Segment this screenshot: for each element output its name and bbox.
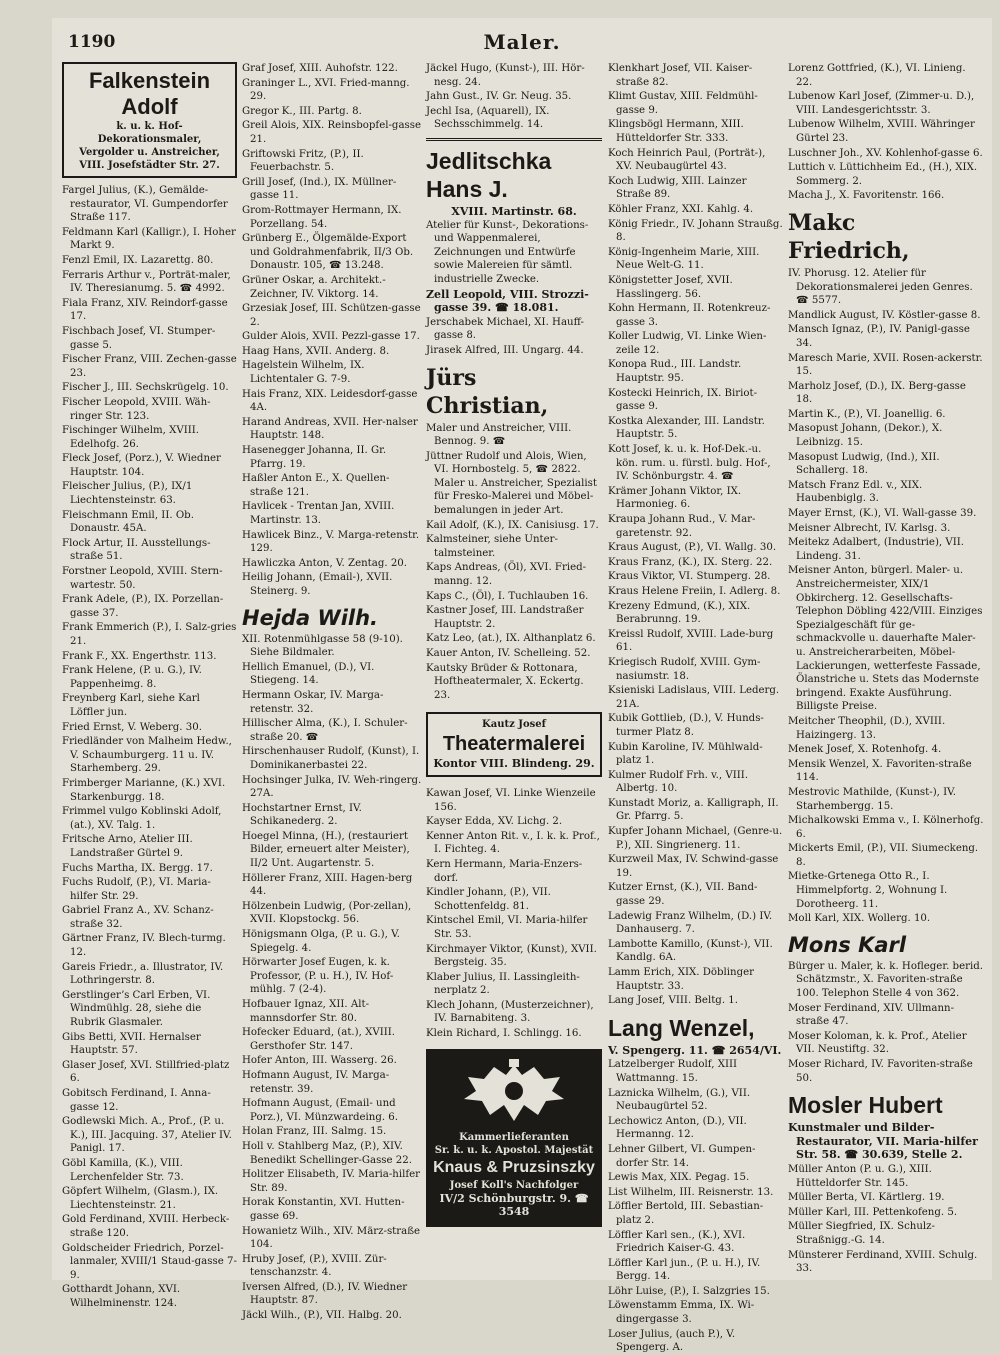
directory-entry: Münsterer Ferdinand, XVIII. Schulg. 33. xyxy=(788,1249,978,1275)
directory-entry: Kriegisch Rudolf, XVIII. Gym-nasiumstr. 18. xyxy=(608,656,761,682)
directory-entry: Frimmel vulgo Koblinski Adolf, (at.), XV. Talg. 1. xyxy=(62,806,222,831)
directory-entry: Frimberger Marianne, (K.) XVI. Starkenburgg. 18. xyxy=(62,777,226,803)
directory-entry: Gibs Betti, XVII. Hernalser Hauptstr. 57. xyxy=(62,1031,201,1057)
directory-entry: Fritsche Arno, Atelier III. Landstraßer Gürtel 9. xyxy=(62,834,193,859)
directory-entry: Hellich Emanuel, (D.), VI. Stiegeng. 14. xyxy=(242,661,375,687)
divider xyxy=(426,138,602,141)
directory-entry: Fischer Leopold, XVIII. Wäh-ringer Str. 123. xyxy=(62,396,211,422)
ad-jedlitschka-desc: Atelier für Kunst-, Dekorations- und Wappenmalerei, Zeichnungen und Entwürfe sowie Malereien für sämtl. industrielle Zwecke. xyxy=(426,219,589,285)
directory-entry: Hais Franz, XIX. Leidesdorf-gasse 4A. xyxy=(242,388,418,414)
directory-entry: Mansch Ignaz, (P.), IV. Panigl-gasse 34. xyxy=(788,324,970,349)
directory-entry: Göpfert Wilhelm, (Glasm.), IX. Liechtensteinstr. 21. xyxy=(62,1186,219,1211)
ad-jedlitschka-title: Jedlitschka Hans J. xyxy=(426,147,552,202)
directory-entry: Kenner Anton Rit. v., I. k. k. Prof., I. Fichteg. 4. xyxy=(426,830,600,856)
directory-entry: Hermann Oskar, IV. Marga-retenstr. 32. xyxy=(242,689,384,715)
ad-zell: Zell Leopold, VIII. Strozzi-gasse 39. ☎ 18.081. xyxy=(426,287,589,315)
directory-entry: Kott Josef, k. u. k. Hof-Dek.-u. kön. rum. u. fürstl. bulg. Hof-, IV. Schönburgstr. 4. ☎ xyxy=(608,444,771,483)
directory-entry: Friedländer von Malheim Hedw., V. Schaumburgerg. 11 u. IV. Starhemberg. 29. xyxy=(62,736,232,775)
ad-line: k. u. k. Hof- xyxy=(116,121,183,132)
directory-entry: Hirschenhauser Rudolf, (Kunst), I. Dominikanerbastei 22. xyxy=(242,746,420,771)
directory-entry: Klenkhart Josef, VII. Kaiser-straße 82. xyxy=(608,63,753,88)
directory-entry: Ferraris Arthur v., Porträt-maler, IV. Theresianumg. 5. ☎ 4992. xyxy=(62,269,231,295)
directory-entry: Gulder Alois, XVII. Pezzl-gasse 17. xyxy=(242,331,420,343)
directory-entry: Hawlicek Binz., V. Marga-retenstr. 129. xyxy=(242,529,420,555)
directory-entry: Kulmer Rudolf Frh. v., VIII. Albertg. 10. xyxy=(608,769,749,795)
directory-entry: Meisner Anton, bürgerl. Maler- u. Anstreichermeister, XIX/1 Obkircherg. 12. Gesellschafts-Telephon Döbling 422/VIII. Einziges Spezialgeschäft für ge-schmackvolle u. dauerhafte Maler- u. Anstreicherarbeiten, Möbel-Lackierungen, wetterfeste Fassade, Ölanstriche u. Stets das Modernste bringend. Exakte Ausführung. Billigste Preise. xyxy=(788,565,983,713)
directory-entry: Latzelberger Rudolf, XIII Wattmanng. 15. xyxy=(608,1059,738,1084)
directory-entry: Jirasek Alfred, III. Ungarg. 44. xyxy=(426,344,584,356)
directory-entry: Köhler Franz, XXI. Kahlg. 4. xyxy=(608,203,754,215)
directory-entry: Mayer Ernst, (K.), VI. Wall-gasse 39. xyxy=(788,508,977,520)
directory-entry: Frank Helene, (P. u. G.), IV. Pappenheimg. 8. xyxy=(62,665,202,690)
directory-entry: Fischer Franz, VIII. Zechen-gasse 23. xyxy=(62,354,237,379)
directory-entry: Godlewski Mich. A., Prof., (P. u. K.), III. Jacquing. 37, Atelier IV. Panigl. 17. xyxy=(62,1116,232,1155)
column-3 xyxy=(426,62,602,1274)
entry-list xyxy=(426,316,602,358)
directory-entry: Luttich v. Lüttichheim Ed., (H.), XIX. Sommerg. 2. xyxy=(788,162,978,187)
directory-entry: König Friedr., IV. Johann Straußg. 8. xyxy=(608,218,783,244)
directory-entry: Koch Heinrich Paul, (Porträt-), XV. Neubaugürtel 43. xyxy=(608,147,766,173)
directory-entry: Gregor K., III. Partg. 8. xyxy=(242,105,362,117)
directory-entry: Meitekz Adalbert, (Industrie), VII. Lindeng. 31. xyxy=(788,537,965,562)
entry-list xyxy=(788,1163,984,1276)
directory-entry: Graf Josef, XIII. Auhofstr. 122. xyxy=(242,63,398,74)
directory-entry: Hruby Josef, (P.), XVIII. Zür-tenschanzstr. 4. xyxy=(242,1253,387,1279)
directory-entry: Klein Richard, I. Schlingg. 16. xyxy=(426,1028,582,1040)
page-header xyxy=(52,18,992,52)
ad-mosler-title: Mosler Hubert xyxy=(788,1092,943,1119)
directory-entry: Graninger L., XVI. Fried-manng. 29. xyxy=(242,77,410,103)
directory-entry: Gotthardt Johann, XVI. Wilhelminenstr. 124. xyxy=(62,1284,181,1309)
directory-entry: Hofecker Eduard, (at.), XVIII. Gersthofer Str. 147. xyxy=(242,1027,396,1052)
directory-entry: Mietke-Grtenega Otto R., I. Himmelpfortg. 2, Wohnung I. Dorotheerg. 11. xyxy=(788,871,948,910)
directory-entry: Lambotte Kamillo, (Kunst-), VII. Kandlg. 6A. xyxy=(608,938,773,964)
directory-entry: Kayser Edda, XV. Lichg. 2. xyxy=(426,816,563,828)
ad-kautz xyxy=(426,712,602,777)
directory-entry: Kraus Helene Freiin, I. Adlerg. 8. xyxy=(608,585,781,597)
directory-entry: Kaps C., (Öl), I. Tuchlauben 16. xyxy=(426,590,589,602)
directory-entry: Mickerts Emil, (P.), VII. Siumeckeng. 8. xyxy=(788,843,979,868)
column-4 xyxy=(608,62,784,1354)
directory-entry: Holl v. Stahlberg Maz, (P.), XIV. Benedikt Schellinger-Gasse 22. xyxy=(242,1140,413,1166)
directory-entry: Lamm Erich, XIX. Döblinger Hauptstr. 33. xyxy=(608,967,755,992)
directory-entry: Kastner Josef, III. Landstraßer Hauptstr. 2. xyxy=(426,605,584,630)
directory-entry: Kraus August, (P.), VI. Wallg. 30. xyxy=(608,542,777,554)
directory-entry: Gabriel Franz A., XV. Schanz-straße 32. xyxy=(62,905,214,930)
directory-entry: Grom-Rottmayer Hermann, IX. Porzellang. 54. xyxy=(242,204,402,230)
directory-entry: Fuchs Martha, IX. Bergg. 17. xyxy=(62,862,213,874)
directory-entry: Jechl Isa, (Aquarell), IX. Sechsschimmelg. 14. xyxy=(426,105,550,131)
directory-entry: Kreissl Rudolf, XVIII. Lade-burg 61. xyxy=(608,628,774,654)
directory-entry: Kupfer Johann Michael, (Genre-u. P.), XII. Singrienerg. 11. xyxy=(608,826,783,851)
directory-entry: Fenzl Emil, IX. Lazarettg. 80. xyxy=(62,254,214,266)
directory-entry: List Wilhelm, III. Reisnerstr. 13. xyxy=(608,1186,774,1198)
directory-entry: Laznicka Wilhelm, (G.), VII. Neubaugürtel 52. xyxy=(608,1087,751,1113)
directory-entry: Grünberg E., Ölgemälde-Export und Goldrahmenfabrik, II/3 Ob. Donaustr. 105, ☎ 13.248. xyxy=(242,233,414,272)
ad-title: Falkenstein Adolf xyxy=(88,68,211,119)
directory-entry: Löffler Karl jun., (P. u. H.), IV. Bergg. 14. xyxy=(608,1257,761,1283)
ad-knaus-address: IV/2 Schönburgstr. 9. ☎ 3548 xyxy=(439,1191,589,1219)
directory-entry: Krämer Johann Viktor, IX. Harmonieg. 6. xyxy=(608,485,742,511)
entry-list xyxy=(788,62,984,203)
directory-entry: Koch Ludwig, XIII. Lainzer Straße 89. xyxy=(608,175,747,201)
directory-entry: Forstner Leopold, XVIII. Stern-wartestr. 50. xyxy=(62,566,223,591)
directory-entry: Ladewig Franz Wilhelm, (D.) IV. Danhauserg. 7. xyxy=(608,910,773,936)
directory-entry: Maresch Marie, XVII. Rosen-ackerstr. 15. xyxy=(788,352,983,378)
directory-entry: Gerstlingerʼs Carl Erben, VI. Windmühlg. 28, siehe die Rubrik Glasmaler. xyxy=(62,989,211,1029)
ad-falkenstein xyxy=(62,62,237,178)
directory-entry: Fleck Josef, (Porz.), V. Wiedner Hauptstr. 104. xyxy=(62,453,221,478)
ad-makc-desc: IV. Phorusg. 12. Atelier für Dekorationsmalerei jeden Genres. ☎ 5577. xyxy=(788,267,973,307)
directory-entry: Michalkowski Emma v., I. Kölnerhofg. 6. xyxy=(788,815,984,840)
directory-entry: Iversen Alfred, (D.), IV. Wiedner Hauptstr. 87. xyxy=(242,1281,408,1307)
directory-entry: Müller Berta, VI. Kärtlerg. 19. xyxy=(788,1192,945,1204)
page-number: 1190 xyxy=(68,32,116,52)
column-1 xyxy=(62,62,237,1309)
directory-entry: Müller Siegfried, IX. Schulz-Straßnigg.-G. 14. xyxy=(788,1221,935,1246)
ad-lang-title: Lang Wenzel, xyxy=(608,1014,755,1041)
directory-entry: Hörwarter Josef Eugen, k. k. Professor, (P. u. H.), IV. Hof-mühlg. 7 (2-4). xyxy=(242,957,394,996)
entry-list xyxy=(608,1058,784,1354)
directory-entry: Jahn Gust., IV. Gr. Neug. 35. xyxy=(426,91,572,103)
directory-entry: Moser Richard, IV. Favoriten-straße 50. xyxy=(788,1059,973,1084)
directory-entry: Jäckl Wilh., (P.), VII. Halbg. 20. xyxy=(242,1310,402,1322)
entry-list xyxy=(426,787,602,1041)
directory-entry: Glaser Josef, XVI. Stillfried-platz 6. xyxy=(62,1059,230,1085)
directory-entry: Klingsbögl Hermann, XIII. Hütteldorfer Str. 333. xyxy=(608,119,744,144)
directory-entry: Kintschel Emil, VI. Maria-hilfer Str. 53. xyxy=(426,915,588,940)
directory-entry: Lehner Gilbert, VI. Gumpen-dorfer Str. 14. xyxy=(608,1143,756,1169)
directory-entry: Kawan Josef, VI. Linke Wienzeile 156. xyxy=(426,787,596,813)
directory-entry: Lewis Max, XIX. Pegag. 15. xyxy=(608,1172,750,1184)
directory-entry: Jüttner Rudolf und Alois, Wien, VI. Hornbostelg. 5, ☎ 2822. Maler u. Anstreicher, Spezialist für Fresko-Malerei und Möbel-bemalungen in jeder Art. xyxy=(426,450,597,517)
directory-entry: Kautsky Brüder & Rottonara, Hoftheatermaler, X. Eckertg. 23. xyxy=(426,662,584,701)
directory-entry: Haag Hans, XVII. Anderg. 8. xyxy=(242,345,390,357)
directory-entry: Königstetter Josef, XVII. Hasslingerg. 56. xyxy=(608,274,733,300)
directory-entry: Hofmann August, (Email- und Porz.), VI. Münzwardeing. 6. xyxy=(242,1098,399,1123)
directory-entry: Hochstartner Ernst, IV. Schikanederg. 2. xyxy=(242,802,362,828)
directory-entry: Hofbauer Ignaz, XII. Alt-mannsdorfer Str. 80. xyxy=(242,999,370,1024)
directory-entry: Krezeny Edmund, (K.), XIX. Berabrunng. 19. xyxy=(608,600,751,626)
page-title: Maler. xyxy=(483,30,561,54)
directory-entry: Heilig Johann, (Email-), XVII. Steinerg. 9. xyxy=(242,572,393,597)
directory-entry: Moll Karl, XIX. Wollerg. 10. xyxy=(788,913,931,925)
entry-list xyxy=(242,62,422,599)
directory-entry: Klech Johann, (Musterzeichner), IV. Barnabiteng. 3. xyxy=(426,999,594,1025)
directory-entry: Müller Karl, III. Pettenkofeng. 5. xyxy=(788,1206,958,1218)
directory-entry: Löffler Karl sen., (K.), XVI. Friedrich Kaiser-G. 43. xyxy=(608,1229,746,1255)
directory-entry: Macha J., X. Favoritenstr. 166. xyxy=(788,190,945,202)
directory-entry: Loser Julius, (auch P.), V. Spengerg. A. xyxy=(608,1328,736,1354)
directory-entry: Luschner Joh., XV. Kohlenhof-gasse 6. xyxy=(788,147,983,159)
directory-entry: Harand Andreas, XVII. Her-nalser Hauptstr. 148. xyxy=(242,416,418,442)
entry-list xyxy=(788,1002,984,1086)
ad-line: Vergolder u. Anstreicher, xyxy=(79,147,220,158)
directory-entry: Flock Artur, II. Ausstellungs-straße 51. xyxy=(62,537,211,563)
directory-entry: Koller Ludwig, VI. Linke Wien-zeile 12. xyxy=(608,331,767,356)
directory-entry: Fischbach Josef, VI. Stumper-gasse 5. xyxy=(62,325,216,351)
directory-entry: Jäckel Hugo, (Kunst-), III. Hör-nesg. 24. xyxy=(426,63,585,88)
directory-entry: Matsch Franz Edl. v., XIX. Haubenbiglg. 3. xyxy=(788,479,923,505)
directory-entry: Mandlick August, IV. Köstler-gasse 8. xyxy=(788,309,981,321)
entry-list xyxy=(242,661,422,1323)
directory-entry: Gobitsch Ferdinand, I. Anna-gasse 12. xyxy=(62,1088,211,1113)
ad-jedlitschka-address: XVIII. Martinstr. 68. xyxy=(451,204,577,218)
directory-entry: Mestrovic Mathilde, (Kunst-), IV. Starhembergg. 15. xyxy=(788,786,956,812)
directory-entry: Kindler Johann, (P.), VII. Schottenfeldg. 81. xyxy=(426,887,551,912)
entry-list xyxy=(426,450,602,703)
directory-entry: Klaber Julius, II. Lassingleith-nerplatz 2. xyxy=(426,971,580,997)
directory-entry: Kern Hermann, Maria-Enzers-dorf. xyxy=(426,858,583,884)
directory-entry: Gareis Friedr., a. Illustrator, IV. Lothringerstr. 8. xyxy=(62,961,224,987)
directory-entry: Fleischer Julius, (P.), IX/1 Liechtensteinstr. 63. xyxy=(62,481,193,507)
directory-entry: Lorenz Gottfried, (K.), VI. Linieng. 22. xyxy=(788,63,966,88)
directory-entry: Masopust Johann, (Dekor.), X. Leibnizg. 15. xyxy=(788,423,943,449)
directory-entry: Havlicek - Trentan Jan, XVIII. Martinstr. 13. xyxy=(242,501,395,526)
ad-kautz-title: Theatermalerei xyxy=(442,733,586,756)
directory-entry: Lechowicz Anton, (D.), VII. Hermanng. 12. xyxy=(608,1115,747,1141)
directory-entry: Gärtner Franz, IV. Blech-turmg. 12. xyxy=(62,933,226,959)
eagle-emblem-icon xyxy=(454,1057,574,1127)
directory-entry: Kraus Viktor, VI. Stumperg. 28. xyxy=(608,571,771,583)
directory-entry: Marholz Josef, (D.), IX. Berg-gasse 18. xyxy=(788,380,966,406)
ad-makc-title: Makc Friedrich, xyxy=(788,209,910,264)
directory-entry: Meitcher Theophil, (D.), XVIII. Haizingerg. 13. xyxy=(788,715,946,741)
directory-entry: Kubin Karoline, IV. Mühlwald-platz 1. xyxy=(608,741,763,767)
directory-entry: Moser Koloman, k. k. Prof., Atelier VII. Neustiftg. 32. xyxy=(788,1030,967,1056)
directory-entry: Greil Alois, XIX. Reinsbopfel-gasse 21. xyxy=(242,120,422,145)
ad-knaus-title: Knaus & Pruzsinszky xyxy=(433,1158,595,1176)
directory-entry: Frank F., XX. Engerthstr. 113. xyxy=(62,650,217,662)
directory-entry: Holan Franz, III. Salmg. 15. xyxy=(242,1126,387,1138)
directory-entry: Kunstadt Moriz, a. Kalligraph, II. Gr. Pfarrg. 5. xyxy=(608,797,779,823)
directory-page xyxy=(52,18,992,1354)
directory-entry: König-Ingenheim Marie, XIII. Neue Welt-G. 11. xyxy=(608,246,760,272)
directory-entry: Lubenow Wilhelm, XVIII. Währinger Gürtel 23. xyxy=(788,119,975,144)
directory-entry: Kubik Gottlieb, (D.), V. Hunds-turmer Platz 8. xyxy=(608,713,764,738)
directory-entry: Kail Adolf, (K.), IX. Canisiusg. 17. xyxy=(426,519,599,531)
directory-entry: Fargel Julius, (K.), Gemälde-restaurator, VI. Gumpendorfer Straße 117. xyxy=(62,185,228,224)
directory-entry: Katz Leo, (at.), IX. Althanplatz 6. xyxy=(426,633,596,645)
directory-entry: Müller Anton (P. u. G.), XIII. Hütteldorfer Str. 145. xyxy=(788,1163,932,1189)
directory-entry: Höllerer Franz, XIII. Hagen-berg 44. xyxy=(242,872,413,898)
ad-mosler-desc: Kunstmaler und Bilder-Restaurator, VII. Maria-hilfer Str. 58. ☎ 30.639, Stelle 2. xyxy=(788,1121,978,1162)
directory-entry: Howanietz Wilh., XIV. März-straße 104. xyxy=(242,1225,421,1251)
entry-list xyxy=(788,309,984,926)
directory-entry: Hölzenbein Ludwig, (Por-zellan), XVII. Klopstockg. 56. xyxy=(242,900,412,926)
directory-entry: Hagelstein Wilhelm, IX. Lichtentaler G. 7-9. xyxy=(242,360,365,386)
ad-line: VIII. Josefstädter Str. 27. xyxy=(79,160,220,171)
entry-list xyxy=(426,62,602,132)
directory-entry: Frank Emmerich (P.), I. Salz-gries 21. xyxy=(62,622,237,647)
directory-entry: Kaps Andreas, (Öl), XVI. Fried-manng. 12. xyxy=(426,562,587,588)
directory-entry: Hasenegger Johanna, II. Gr. Pfarrg. 19. xyxy=(242,445,387,470)
directory-entry: Griftowski Fritz, (P.), II. Feuerbachstr. 5. xyxy=(242,148,364,174)
ad-knaus-line2: Sr. k. u. k. Apostol. Majestät xyxy=(434,1144,594,1156)
directory-entry: Horak Konstantin, XVI. Hutten-gasse 69. xyxy=(242,1197,405,1222)
directory-entry: Fischer J., III. Sechskrügelg. 10. xyxy=(62,382,229,394)
directory-entry: Löhr Luise, (P.), I. Salzgries 15. xyxy=(608,1285,770,1297)
directory-entry: Fiala Franz, XIV. Reindorf-gasse 17. xyxy=(62,297,228,323)
directory-entry: Hawliczka Anton, V. Zentag. 20. xyxy=(242,557,408,569)
directory-entry: Kraupa Johann Rud., V. Mar-garetenstr. 92. xyxy=(608,514,756,539)
directory-entry: Holitzer Elisabeth, IV. Maria-hilfer Str. 89. xyxy=(242,1169,421,1194)
directory-entry: Klimt Gustav, XIII. Feldmühl-gasse 9. xyxy=(608,91,758,116)
ad-mons-title: Mons Karl xyxy=(788,932,907,957)
directory-entry: Jerschabek Michael, XI. Hauff-gasse 8. xyxy=(426,316,584,342)
directory-entry: Lang Josef, VIII. Beltg. 1. xyxy=(608,995,739,1007)
directory-entry: Fleischmann Emil, II. Ob. Donaustr. 45A. xyxy=(62,509,194,535)
column-5 xyxy=(788,62,984,1274)
directory-entry: Kauer Anton, IV. Schelleing. 52. xyxy=(426,648,591,659)
directory-entry: Frank Adele, (P.), IX. Porzellan-gasse 37. xyxy=(62,594,224,619)
directory-entry: Löffler Bertold, III. Sebastian-platz 2. xyxy=(608,1201,764,1226)
directory-entry: Hönigsmann Olga, (P. u. G.), V. Spiegelg. 4. xyxy=(242,929,400,954)
entry-list xyxy=(62,184,237,1311)
directory-entry: Meisner Albrecht, IV. Karlsg. 3. xyxy=(788,522,951,534)
directory-entry: Gold Ferdinand, XVIII. Herbeck-straße 120. xyxy=(62,1214,230,1239)
directory-entry: Freynberg Karl, siehe Karl Löffler jun. xyxy=(62,693,200,718)
ad-hejda-address: XII. Rotenmühlgasse 58 (9-10). Siehe Bildmaler. xyxy=(242,633,403,659)
directory-entry: Masopust Ludwig, (Ind.), XII. Schallerg. 18. xyxy=(788,451,940,477)
ad-mons-desc: Bürger u. Maler, k. k. Hofleger. berid. Schätzmstr., X. Favoriten-straße 100. Telephon Stelle 4 von 362. xyxy=(788,960,983,1000)
directory-entry: Hillischer Alma, (K.), I. Schuler-straße 20. ☎ xyxy=(242,718,408,743)
directory-entry: Löwenstamm Emma, IX. Wi-dingergasse 3. xyxy=(608,1300,755,1326)
directory-entry: Fischinger Wilhelm, XVIII. Edelhofg. 26. xyxy=(62,425,200,450)
directory-entry: Menek Josef, X. Rotenhofg. 4. xyxy=(788,744,942,756)
directory-entry: Grüner Oskar, a. Architekt.-Zeichner, IV. Viktorg. 14. xyxy=(242,274,386,300)
directory-entry: Hofmann August, IV. Marga-retenstr. 39. xyxy=(242,1069,390,1095)
directory-entry: Martin K., (P.), VI. Joanellig. 6. xyxy=(788,408,946,420)
directory-entry: Mensik Wenzel, X. Favoriten-straße 114. xyxy=(788,758,972,784)
entry-list xyxy=(608,62,784,1008)
directory-entry: Göbl Kamilla, (K.), VIII. Lerchenfelder Str. 73. xyxy=(62,1157,184,1183)
directory-entry: Hochsinger Julka, IV. Weh-ringerg. 27A. xyxy=(242,774,422,800)
column-2 xyxy=(242,62,422,1322)
ad-lang-address: V. Spengerg. 11. ☎ 2654/VI. xyxy=(608,1043,782,1057)
ad-knaus xyxy=(426,1049,602,1227)
directory-entry: Feldmann Karl (Kalligr.), I. Hoher Markt 9. xyxy=(62,226,236,252)
directory-entry: Hofer Anton, III. Wasserg. 26. xyxy=(242,1055,397,1067)
directory-entry: Haßler Anton E., X. Quellen-straße 121. xyxy=(242,473,390,498)
directory-entry: Kutzer Ernst, (K.), VII. Band-gasse 29. xyxy=(608,882,758,908)
ad-kautz-address: Kontor VIII. Blindeng. 29. xyxy=(433,757,595,771)
directory-entry: Moser Ferdinand, XIV. Ullmann-straße 47. xyxy=(788,1002,955,1028)
directory-entry: Goldscheider Friedrich, Porzel-lanmaler, XVIII/1 Staud-gasse 7-9. xyxy=(62,1242,237,1281)
ad-knaus-line3: Josef Koll's Nachfolger xyxy=(449,1179,579,1191)
directory-entry: Konopa Rud., III. Landstr. Hauptstr. 95. xyxy=(608,359,742,385)
directory-entry: Fuchs Rudolf, (P.), VI. Maria-hilfer Str. 29. xyxy=(62,877,211,902)
ad-line: Dekorationsmaler, xyxy=(97,134,202,145)
directory-entry: Hoegel Minna, (H.), (restauriert Bilder, erneuert alter Meister), II/2 Unt. Augartenstr. 5. xyxy=(242,830,410,870)
directory-entry: Lubenow Karl Josef, (Zimmer-u. D.), VIII. Landesgerichtsstr. 3. xyxy=(788,91,975,116)
ad-hejda-title: Hejda Wilh. xyxy=(242,605,379,630)
directory-entry: Kostecki Heinrich, IX. Biriot-gasse 9. xyxy=(608,387,758,413)
directory-entry: Grzesiak Josef, III. Schützen-gasse 2. xyxy=(242,303,421,328)
directory-entry: Fried Ernst, V. Weberg. 30. xyxy=(62,721,202,733)
directory-entry: Grill Josef, (Ind.), IX. Müllner-gasse 11. xyxy=(242,176,397,202)
directory-entry: Kurzweil Max, IV. Schwind-gasse 19. xyxy=(608,854,779,879)
ad-juers-title: Jürs Christian, xyxy=(426,364,549,419)
ad-kautz-top: Kautz Josef xyxy=(482,719,546,731)
directory-entry: Kirchmayer Viktor, (Kunst), XVII. Bergsteig. 35. xyxy=(426,943,597,969)
directory-entry: Kraus Franz, (K.), IX. Sterg. 22. xyxy=(608,556,773,568)
ad-knaus-line1: Kammerlieferanten xyxy=(459,1131,569,1143)
directory-entry: Kalmsteiner, siehe Unter-talmsteiner. xyxy=(426,534,558,559)
directory-entry: Ksieniski Ladislaus, VIII. Lederg. 21A. xyxy=(608,685,780,710)
directory-entry: Kohn Hermann, II. Rotenkreuz-gasse 3. xyxy=(608,303,771,328)
directory-entry: Kostka Alexander, III. Landstr. Hauptstr. 5. xyxy=(608,415,765,441)
ad-juers-desc: Maler und Anstreicher, VIII. Bennog. 9. ☎ xyxy=(426,422,572,448)
